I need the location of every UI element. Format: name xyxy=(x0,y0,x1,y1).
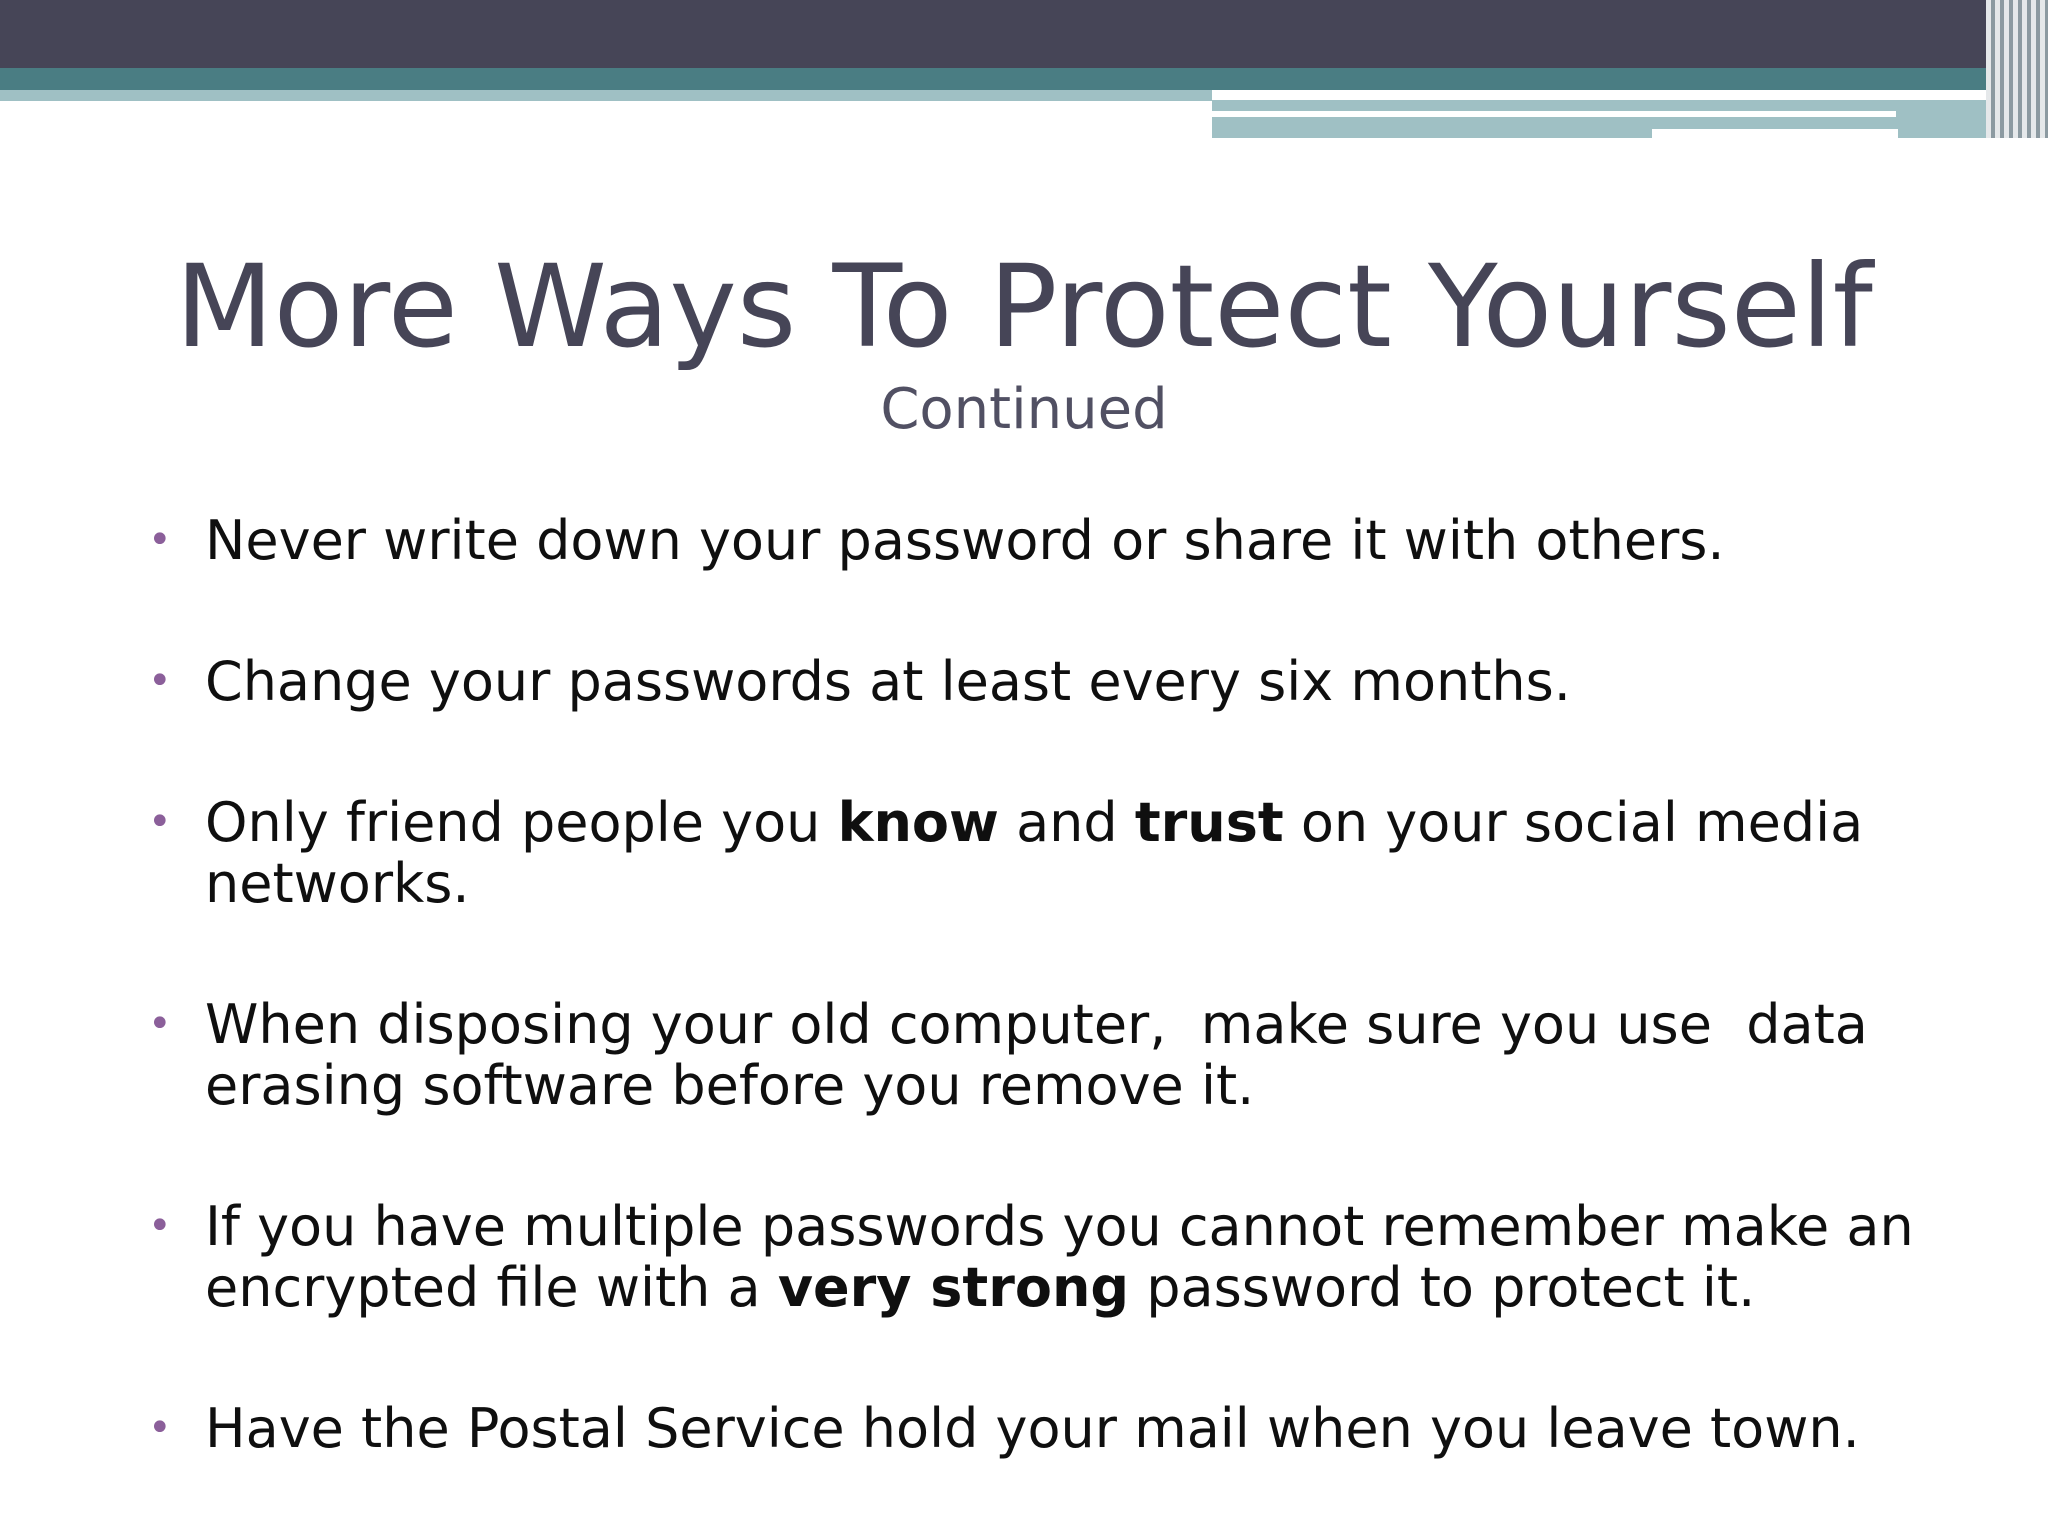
bullet-text-part: Only friend people you xyxy=(205,791,838,854)
slide-subtitle: Continued xyxy=(880,377,1168,442)
bullet-text: Have the Postal Service hold your mail when you leave town. xyxy=(205,1397,1860,1460)
bullet-bold-text: trust xyxy=(1134,791,1284,854)
header-band-dark xyxy=(0,0,2048,68)
bullet-text-part: and xyxy=(998,791,1135,854)
header-accent-line xyxy=(1212,111,1896,117)
bullet-item xyxy=(148,651,2018,712)
bullet-text-part: on your social media networks. xyxy=(205,791,1864,915)
bullet-item xyxy=(148,1196,2018,1318)
bullet-dot: • xyxy=(148,517,172,563)
header-band-teal xyxy=(0,68,2048,90)
bullet-bold-text: very strong xyxy=(777,1256,1130,1319)
bullet-text-part: If you have multiple passwords you cannot remember make an encrypted file with a xyxy=(205,1195,1914,1319)
bullet-list xyxy=(148,510,2018,1459)
header-band-light xyxy=(0,90,1212,101)
bullet-text: Change your passwords at least every six months. xyxy=(205,650,1571,713)
bullet-item xyxy=(148,792,2018,914)
header-accent-block xyxy=(1212,100,2048,138)
bullet-text: When disposing your old computer, make sure you use data erasing software before you remove it. xyxy=(205,993,1886,1117)
bullet-item xyxy=(148,994,2018,1116)
bullet-item xyxy=(148,510,2018,571)
bullet-dot: • xyxy=(148,1405,172,1451)
bullet-bold-text: know xyxy=(837,791,999,854)
bullet-text: Never write down your password or share it with others. xyxy=(205,509,1725,572)
bullet-dot: • xyxy=(148,799,172,845)
slide-title: More Ways To Protect Yourself xyxy=(175,240,1873,373)
bullet-dot: • xyxy=(148,1203,172,1249)
header-stripes xyxy=(1986,0,2048,138)
bullet-text-part: password to protect it. xyxy=(1129,1256,1756,1319)
header-accent-notch xyxy=(1652,129,1898,138)
bullet-dot: • xyxy=(148,658,172,704)
bullet-text xyxy=(205,1195,1914,1319)
bullet-item xyxy=(148,1398,2018,1459)
bullet-text xyxy=(205,791,1863,915)
bullet-dot: • xyxy=(148,1001,172,1047)
